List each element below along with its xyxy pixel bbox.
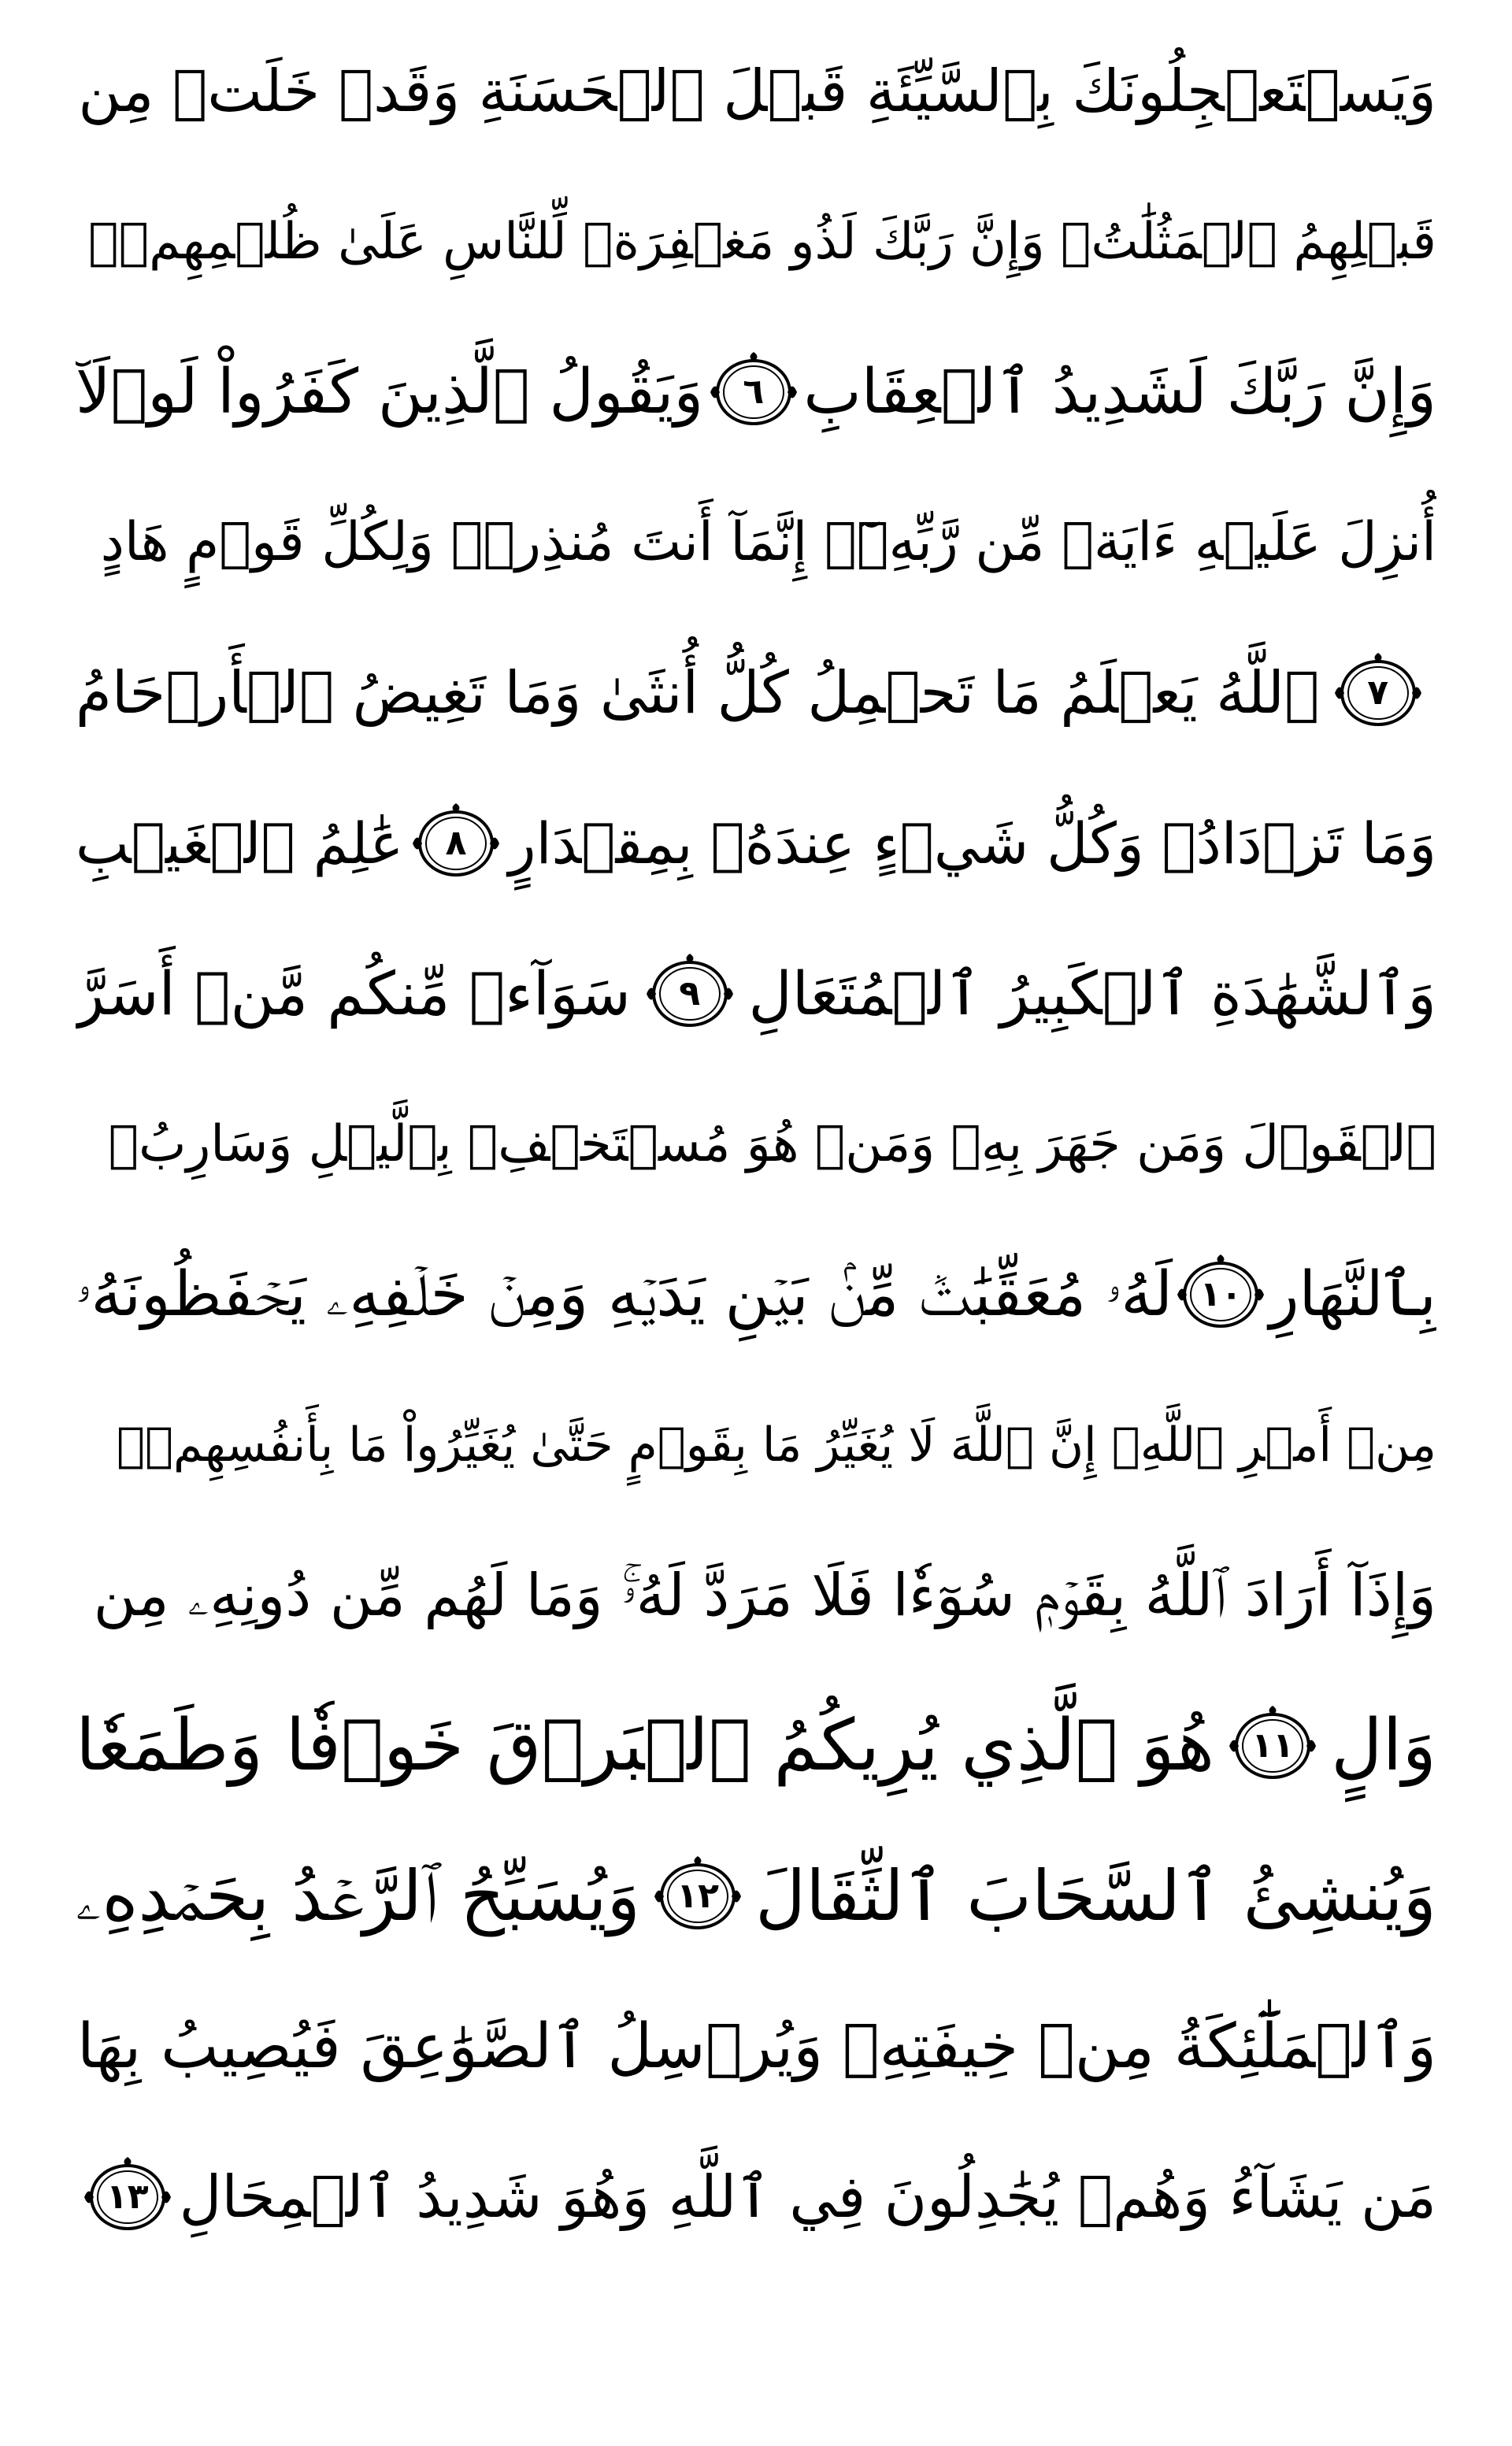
verse-text: بِٱلنَّهَارِ — [1269, 1258, 1436, 1330]
ayah-number: ١١ — [1251, 1725, 1294, 1766]
ayah-number: ١٣ — [106, 2176, 149, 2217]
verse-text: سَوَآءٞ مِّنكُم مَّنۡ أَسَرَّ — [76, 958, 631, 1028]
ayah-number-marker — [1332, 650, 1425, 736]
verse-text: وَالٍ — [1331, 1703, 1436, 1787]
ayah-number-marker — [707, 349, 800, 435]
verse-line — [76, 467, 1436, 617]
verse-line — [76, 1520, 1436, 1670]
ayah-number: ١٠ — [1199, 1273, 1243, 1314]
verse-text: مِنۡ أَمۡرِ ٱللَّهِۗ إِنَّ ٱللَّهَ لَا يُغَيِّرُ مَا بِقَوۡمٍ حَتَّىٰ يُغَيِّرُواْ مَا بِأَنفُسِهِمۡۗ — [117, 1417, 1436, 1473]
verse-text: وَيُسَبِّحُ ٱلرَّعۡدُ بِحَمۡدِهِۦ — [76, 1855, 641, 1936]
verse-text: لَهُۥ مُعَقِّبَٰتٞ مِّنۢ بَيۡنِ يَدَيۡهِ وَمِنۡ خَلۡفِهِۦ يَحۡفَظُونَهُۥ — [76, 1258, 1173, 1330]
verse-line — [76, 1069, 1436, 1219]
verse-text: هُوَ ٱلَّذِي يُرِيكُمُ ٱلۡبَرۡقَ خَوۡفٗا وَطَمَعٗا — [76, 1703, 1215, 1787]
verse-line — [76, 768, 1436, 918]
verse-line — [76, 1670, 1436, 1821]
verse-line — [76, 166, 1436, 317]
verse-text: وَٱلۡمَلَٰٓئِكَةُ مِنۡ خِيفَتِهِۦ وَيُرۡسِلُ ٱلصَّوَٰعِقَ فَيُصِيبُ بِهَا — [76, 2011, 1436, 2082]
verse-line — [76, 1369, 1436, 1520]
verse-line — [76, 2122, 1436, 2272]
ayah-number-marker — [651, 1853, 744, 1940]
ayah-number: ٦ — [743, 371, 765, 412]
verse-text: وَإِذَآ أَرَادَ ٱللَّهُ بِقَوۡمٖ سُوٓءٗا فَلَا مَرَدَّ لَهُۥۚ وَمَا لَهُم مِّن دُونِهِۦ مِن — [93, 1561, 1436, 1629]
verse-text: وَإِنَّ رَبَّكَ لَشَدِيدُ ٱلۡعِقَابِ — [803, 356, 1436, 428]
ayah-number: ٩ — [679, 973, 701, 1014]
verse-line — [76, 1219, 1436, 1369]
verse-text: وَٱلشَّهَٰدَةِ ٱلۡكَبِيرُ ٱلۡمُتَعَالِ — [748, 958, 1436, 1028]
ayah-number: ٧ — [1367, 672, 1389, 713]
verse-line — [76, 1971, 1436, 2122]
verse-text: وَمَا تَزۡدَادُۖ وَكُلُّ شَيۡءٍ عِندَهُۥ بِمِقۡدَارٍ — [508, 810, 1436, 876]
ayah-number: ١٢ — [676, 1875, 719, 1916]
verse-text: ٱلۡقَوۡلَ وَمَن جَهَرَ بِهِۦ وَمَنۡ هُوَ مُسۡتَخۡفِۭ بِٱلَّيۡلِ وَسَارِبُۢ — [108, 1114, 1436, 1173]
verse-text: مَن يَشَآءُ وَهُمۡ يُجَٰدِلُونَ فِي ٱللَّهِ وَهُوَ شَدِيدُ ٱلۡمِحَالِ — [179, 2162, 1436, 2231]
verse-line — [76, 918, 1436, 1069]
verse-line — [76, 16, 1436, 166]
verse-text: وَيَقُولُ ٱلَّذِينَ كَفَرُواْ لَوۡلَآ — [76, 356, 704, 428]
verse-text: عَٰلِمُ ٱلۡغَيۡبِ — [76, 810, 404, 876]
ayah-number-marker — [1226, 1703, 1319, 1789]
ayah-number: ٨ — [445, 822, 467, 863]
verse-text: قَبۡلِهِمُ ٱلۡمَثُلَٰتُۗ وَإِنَّ رَبَّكَ لَذُو مَغۡفِرَةٖ لِّلنَّاسِ عَلَىٰ ظُلۡمِهِمۡۖ — [88, 212, 1436, 271]
verse-text: وَيَسۡتَعۡجِلُونَكَ بِٱلسَّيِّئَةِ قَبۡلَ ٱلۡحَسَنَةِ وَقَدۡ خَلَتۡ مِن — [78, 57, 1436, 125]
ayah-number-marker — [410, 800, 502, 887]
verse-text: ٱللَّهُ يَعۡلَمُ مَا تَحۡمِلُ كُلُّ أُنثَىٰ وَمَا تَغِيضُ ٱلۡأَرۡحَامُ — [76, 658, 1320, 727]
ayah-number-marker — [1174, 1251, 1267, 1338]
ayah-number-marker — [81, 2154, 174, 2240]
verse-text: وَيُنشِئُ ٱلسَّحَابَ ٱلثِّقَالَ — [755, 1855, 1436, 1936]
verse-line — [76, 617, 1436, 768]
verse-line — [76, 1821, 1436, 1971]
verse-text: أُنزِلَ عَلَيۡهِ ءَايَةٞ مِّن رَّبِّهِۦٓۗ إِنَّمَآ أَنتَ مُنذِرٞۖ وَلِكُلِّ قَوۡمٍ هَادٍ — [100, 510, 1436, 573]
verse-line — [76, 317, 1436, 467]
ayah-number-marker — [643, 951, 736, 1037]
